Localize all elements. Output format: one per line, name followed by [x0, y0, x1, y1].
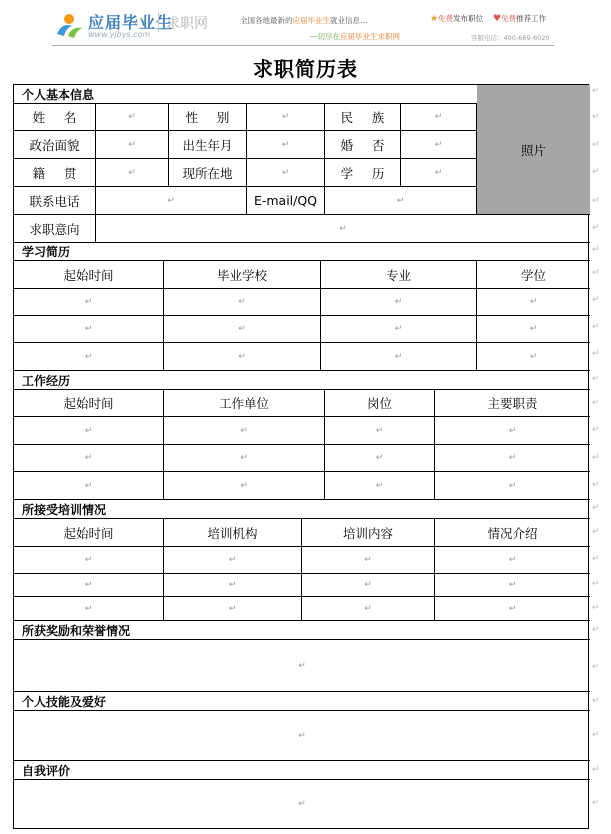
- field-ethnicity[interactable]: ↵: [401, 104, 477, 131]
- training-cell[interactable]: ↵: [302, 574, 435, 597]
- row-end-mark: ↵: [592, 625, 600, 635]
- field-email[interactable]: ↵: [325, 187, 477, 215]
- divider: [158, 12, 159, 32]
- field-politics[interactable]: ↵: [96, 131, 169, 159]
- row-end-mark: ↵: [592, 730, 600, 740]
- row-end-mark: ↵: [592, 268, 600, 278]
- row-end-mark: ↵: [592, 374, 600, 384]
- section-study: 学习简历: [14, 243, 590, 261]
- work-cell[interactable]: ↵: [164, 445, 325, 472]
- work-cell[interactable]: ↵: [14, 445, 164, 472]
- site-header: [0, 0, 611, 50]
- row-end-mark: ↵: [592, 86, 600, 96]
- work-cell[interactable]: ↵: [14, 417, 164, 445]
- label-education: 学历: [325, 159, 401, 187]
- study-cell[interactable]: ↵: [164, 289, 321, 316]
- row-end-mark: ↵: [592, 527, 600, 537]
- section-skills: 个人技能及爱好: [14, 692, 590, 711]
- brand-name[interactable]: 应届毕业生: [88, 13, 174, 32]
- training-col-org: 培训机构: [164, 519, 302, 547]
- section-work: 工作经历: [14, 371, 590, 390]
- field-gender[interactable]: ↵: [247, 104, 325, 131]
- work-cell[interactable]: ↵: [164, 417, 325, 445]
- field-name[interactable]: ↵: [96, 104, 169, 131]
- field-education[interactable]: ↵: [401, 159, 477, 187]
- awards-field[interactable]: ↵: [14, 640, 590, 692]
- study-cell[interactable]: ↵: [14, 316, 164, 343]
- work-cell[interactable]: ↵: [435, 472, 590, 500]
- row-end-mark: ↵: [592, 196, 600, 206]
- work-col-company: 工作单位: [164, 390, 325, 417]
- row-end-mark: ↵: [592, 798, 600, 808]
- label-ethnicity: 民族: [325, 104, 401, 131]
- work-cell[interactable]: ↵: [435, 445, 590, 472]
- study-cell[interactable]: ↵: [321, 343, 477, 371]
- row-end-mark: ↵: [592, 765, 600, 775]
- section-training: 所接受培训情况: [14, 500, 590, 519]
- row-end-mark: ↵: [592, 425, 600, 435]
- work-cell[interactable]: ↵: [325, 417, 435, 445]
- field-residence[interactable]: ↵: [247, 159, 325, 187]
- study-cell[interactable]: ↵: [477, 289, 590, 316]
- heart-icon: ♥: [493, 14, 502, 24]
- study-col-major: 专业: [321, 261, 477, 289]
- row-end-mark: ↵: [592, 554, 600, 564]
- photo-box[interactable]: 照片: [477, 85, 590, 215]
- training-cell[interactable]: ↵: [164, 547, 302, 574]
- site-url[interactable]: www.yjbys.com: [88, 30, 151, 39]
- work-col-time: 起始时间: [14, 390, 164, 417]
- training-cell[interactable]: ↵: [435, 547, 590, 574]
- post-job-button[interactable]: ★免费发布职位: [430, 14, 484, 24]
- row-end-mark: ↵: [592, 223, 600, 233]
- self-evaluation-field[interactable]: ↵: [298, 799, 306, 809]
- label-email: E-mail/QQ: [247, 187, 325, 215]
- row-end-mark: ↵: [592, 603, 600, 613]
- slogan-line-2: —切尽在应届毕业生求职网: [310, 32, 400, 41]
- work-cell[interactable]: ↵: [14, 472, 164, 500]
- training-cell[interactable]: ↵: [14, 547, 164, 574]
- study-cell[interactable]: ↵: [164, 316, 321, 343]
- row-end-mark: ↵: [592, 662, 600, 672]
- field-intent[interactable]: ↵: [96, 215, 590, 243]
- field-phone[interactable]: ↵: [96, 187, 247, 215]
- star-icon: ★: [430, 14, 439, 24]
- field-hometown[interactable]: ↵: [96, 159, 169, 187]
- work-cell[interactable]: ↵: [435, 417, 590, 445]
- field-marital[interactable]: ↵: [401, 131, 477, 159]
- row-end-mark: ↵: [592, 112, 600, 122]
- work-cell[interactable]: ↵: [325, 445, 435, 472]
- section-basic-info: 个人基本信息: [14, 85, 477, 104]
- label-residence: 现所在地: [169, 159, 247, 187]
- label-hometown: 籍贯: [14, 159, 96, 187]
- study-cell[interactable]: ↵: [477, 343, 590, 371]
- row-end-mark: ↵: [592, 696, 600, 706]
- page-title: 求职简历表: [253, 57, 358, 81]
- training-cell[interactable]: ↵: [164, 597, 302, 621]
- label-gender: 性别: [169, 104, 247, 131]
- field-birth[interactable]: ↵: [247, 131, 325, 159]
- row-end-mark: ↵: [592, 167, 600, 177]
- skills-field[interactable]: ↵: [14, 711, 590, 761]
- study-cell[interactable]: ↵: [321, 316, 477, 343]
- label-birth: 出生年月: [169, 131, 247, 159]
- row-end-mark: ↵: [592, 398, 600, 408]
- resume-table: [13, 84, 589, 829]
- section-awards: 所获奖励和荣誉情况: [14, 621, 590, 640]
- label-politics: 政治面貌: [14, 131, 96, 159]
- label-phone: 联系电话: [14, 187, 96, 215]
- study-cell[interactable]: ↵: [321, 289, 477, 316]
- training-cell[interactable]: ↵: [435, 597, 590, 621]
- header-rule: [52, 45, 554, 46]
- training-cell[interactable]: ↵: [164, 574, 302, 597]
- training-cell[interactable]: ↵: [302, 547, 435, 574]
- study-col-degree: 学位: [477, 261, 590, 289]
- row-end-mark: ↵: [592, 140, 600, 150]
- work-cell[interactable]: ↵: [325, 472, 435, 500]
- study-cell[interactable]: ↵: [164, 343, 321, 371]
- hotline: 客服电话：400-669-6020: [471, 34, 550, 42]
- row-end-mark: ↵: [592, 480, 600, 490]
- study-cell[interactable]: ↵: [477, 316, 590, 343]
- brand-subtitle: 求职网: [166, 16, 208, 32]
- row-end-mark: ↵: [592, 322, 600, 332]
- row-end-mark: ↵: [592, 503, 600, 513]
- training-cell[interactable]: ↵: [435, 574, 590, 597]
- training-col-time: 起始时间: [14, 519, 164, 547]
- training-col-desc: 情况介绍: [435, 519, 590, 547]
- training-cell[interactable]: ↵: [14, 597, 164, 621]
- section-self-evaluation: 自我评价: [14, 761, 590, 780]
- row-end-mark: ↵: [592, 579, 600, 589]
- work-col-duties: 主要职责: [435, 390, 590, 417]
- row-end-mark: ↵: [592, 245, 600, 255]
- study-cell[interactable]: ↵: [14, 343, 164, 371]
- label-intent: 求职意向: [14, 215, 96, 243]
- study-cell[interactable]: ↵: [14, 289, 164, 316]
- study-col-school: 毕业学校: [164, 261, 321, 289]
- row-end-mark: ↵: [592, 453, 600, 463]
- slogan-line-1: 全国各地最新的应届毕业生就业信息…: [240, 16, 368, 25]
- row-end-mark: ↵: [592, 349, 600, 359]
- recommend-job-button[interactable]: ♥免费推荐工作: [493, 14, 547, 24]
- logo-icon: [54, 10, 84, 40]
- study-col-time: 起始时间: [14, 261, 164, 289]
- training-col-content: 培训内容: [302, 519, 435, 547]
- label-name: 姓名: [14, 104, 96, 131]
- training-cell[interactable]: ↵: [14, 574, 164, 597]
- training-cell[interactable]: ↵: [302, 597, 435, 621]
- work-cell[interactable]: ↵: [164, 472, 325, 500]
- row-end-mark: ↵: [592, 295, 600, 305]
- work-col-position: 岗位: [325, 390, 435, 417]
- label-marital: 婚否: [325, 131, 401, 159]
